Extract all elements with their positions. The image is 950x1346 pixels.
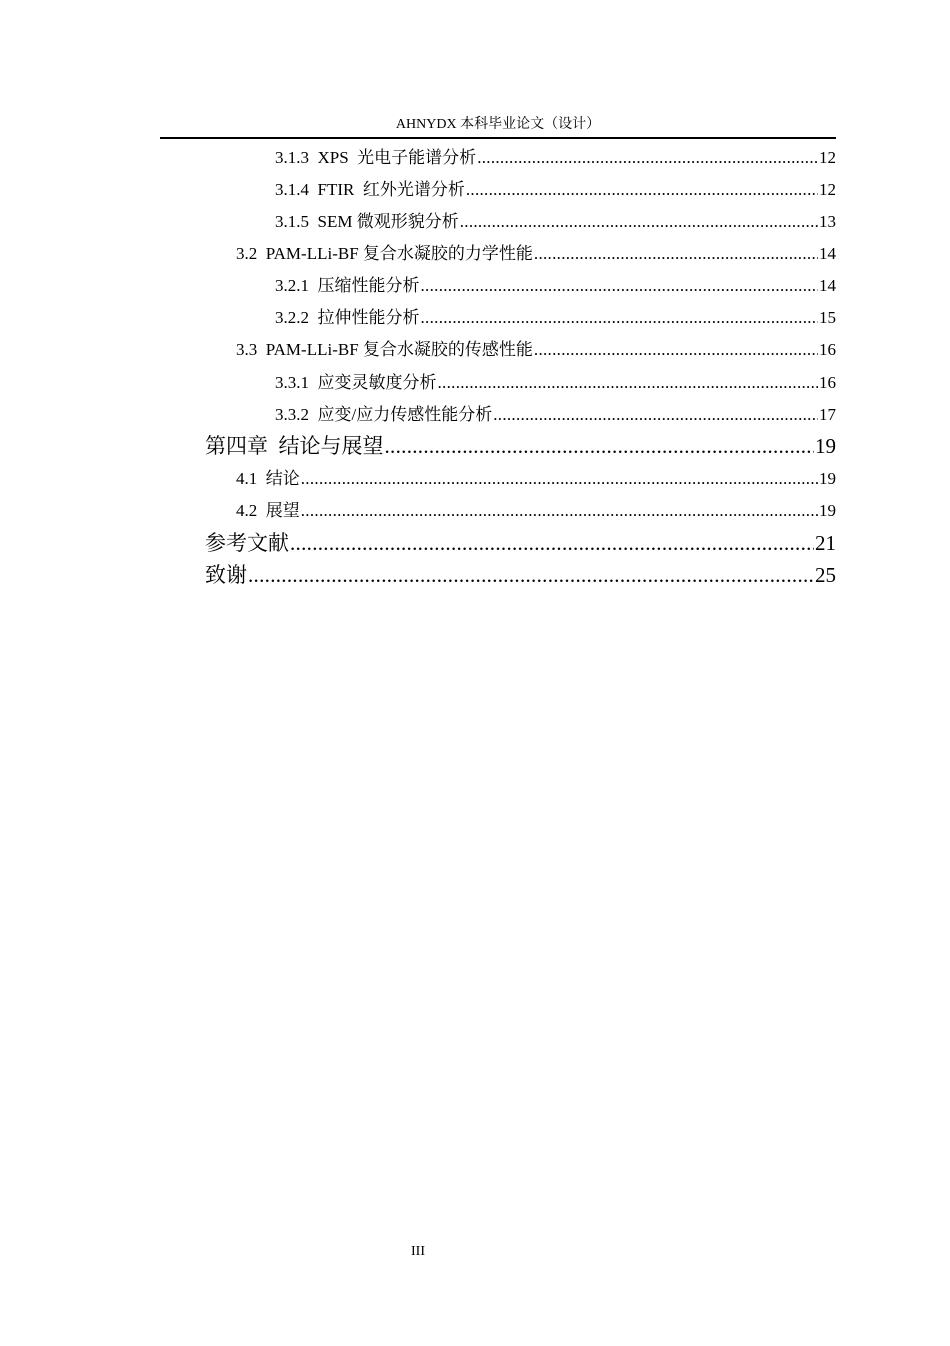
toc-dot-leader: [248, 562, 814, 588]
toc-entry-references[interactable]: [205, 530, 836, 556]
toc-entry-label: 3.1.5 SEM 微观形貌分析: [275, 212, 459, 231]
toc-entry-3-2-1[interactable]: [275, 275, 836, 297]
toc-entry-3-3-1[interactable]: [275, 372, 836, 394]
toc-entry-page: 17: [819, 405, 836, 424]
running-header: AHNYDX 本科毕业论文（设计）: [395, 117, 601, 132]
toc-entry-chapter-4[interactable]: [205, 433, 836, 459]
toc-entry-label: 3.3.2 应变/应力传感性能分析: [275, 405, 493, 424]
toc-entry-page: 14: [819, 244, 836, 263]
toc-entry-page: 15: [819, 308, 836, 327]
toc-entry-page: 16: [819, 340, 836, 359]
toc-entry-label: 参考文献: [205, 531, 289, 555]
toc-entry-page: 12: [819, 180, 836, 199]
toc-entry-label: 3.3.1 应变灵敏度分析: [275, 373, 437, 392]
toc-entry-page: 21: [815, 531, 836, 555]
toc-dot-leader: [421, 275, 819, 297]
toc-entry-label: 3.2 PAM-LLi-BF 复合水凝胶的力学性能: [236, 244, 533, 263]
toc-entry-page: 19: [819, 501, 836, 520]
toc-entry-label: 4.2 展望: [236, 501, 300, 520]
toc-entry-3-2-2[interactable]: [275, 307, 836, 329]
toc-entry-label: 3.2.1 压缩性能分析: [275, 276, 420, 295]
toc-entry-page: 13: [819, 212, 836, 231]
toc-dot-leader: [438, 372, 819, 394]
toc-entry-label: 3.1.4 FTIR 红外光谱分析: [275, 180, 465, 199]
toc-dot-leader: [534, 243, 818, 265]
toc-entry-4-2[interactable]: [236, 500, 836, 522]
toc-entry-page: 25: [815, 563, 836, 587]
toc-entry-3-1-3[interactable]: [275, 147, 836, 169]
toc-entry-3-3[interactable]: [236, 339, 836, 361]
toc-entry-label: 4.1 结论: [236, 469, 300, 488]
toc-entry-4-1[interactable]: [236, 468, 836, 490]
toc-dot-leader: [493, 404, 818, 426]
toc-entry-label: 3.1.3 XPS 光电子能谱分析: [275, 148, 477, 167]
toc-dot-leader: [460, 211, 818, 233]
toc-entry-page: 12: [819, 148, 836, 167]
toc-entry-page: 19: [819, 469, 836, 488]
toc-entry-3-1-5[interactable]: [275, 211, 836, 233]
toc-dot-leader: [421, 307, 819, 329]
toc-entry-page: 14: [819, 276, 836, 295]
toc-dot-leader: [290, 530, 814, 556]
toc-dot-leader: [301, 500, 818, 522]
toc-dot-leader: [301, 468, 818, 490]
toc-entry-3-2[interactable]: [236, 243, 836, 265]
toc-entry-3-1-4[interactable]: [275, 179, 836, 201]
toc-entry-label: 3.2.2 拉伸性能分析: [275, 308, 420, 327]
toc-entry-page: 19: [815, 434, 836, 458]
toc-entry-acknowledgements[interactable]: [205, 562, 836, 588]
toc-dot-leader: [477, 147, 818, 169]
toc-dot-leader: [534, 339, 818, 361]
toc-dot-leader: [466, 179, 818, 201]
toc-entry-page: 16: [819, 373, 836, 392]
toc-entry-label: 致谢: [205, 563, 247, 587]
toc-entry-3-3-2[interactable]: [275, 404, 836, 426]
toc-entry-label: 第四章 结论与展望: [205, 434, 384, 458]
toc-entry-label: 3.3 PAM-LLi-BF 复合水凝胶的传感性能: [236, 340, 533, 359]
page-number: III: [411, 1244, 425, 1259]
toc-dot-leader: [385, 433, 815, 459]
